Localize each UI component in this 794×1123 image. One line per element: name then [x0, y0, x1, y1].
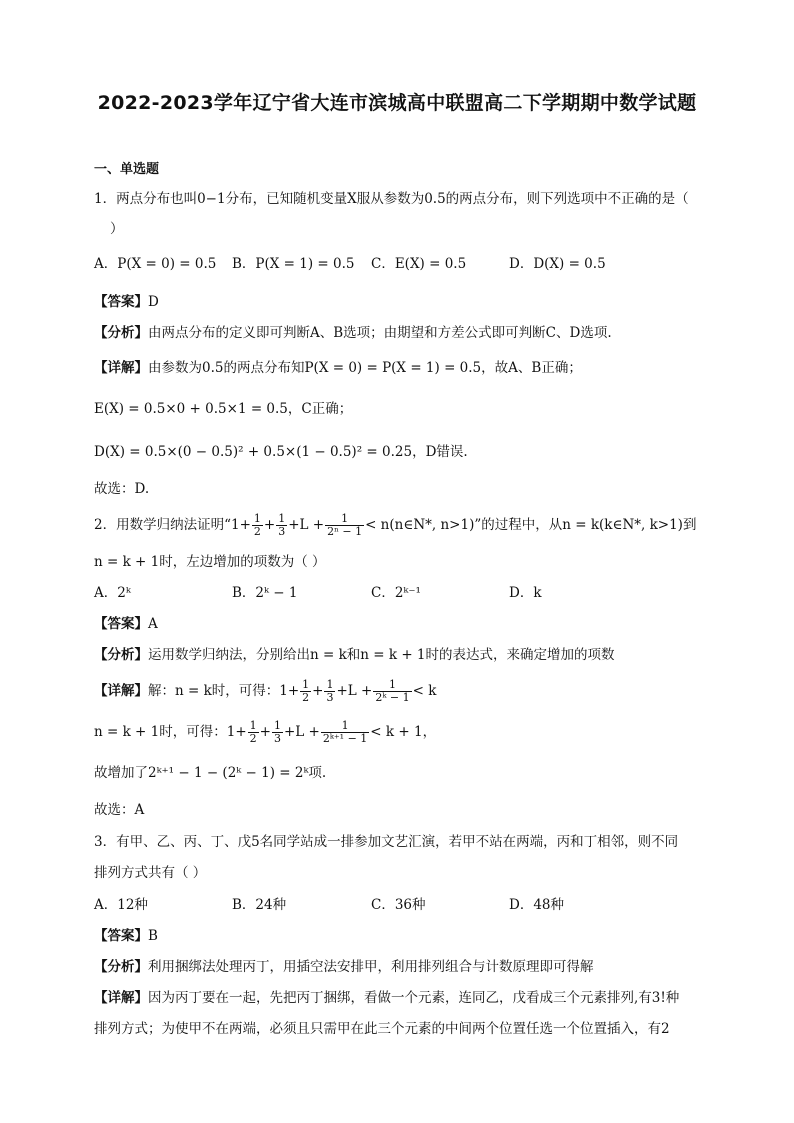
fraction [325, 513, 364, 538]
denominator: 3 [278, 525, 286, 538]
numerator: 1 [326, 678, 334, 691]
fraction [373, 679, 411, 704]
q2-stem-line2: n = k + 1时，左边增加的项数为（ ） [94, 554, 326, 570]
q1-option-c: C．E(X) = 0.5 [371, 256, 467, 272]
denominator: 2ⁿ − 1 [327, 525, 363, 538]
q1-option-d: D．D(X) = 0.5 [509, 256, 606, 272]
q2-detail2-part-c: < k + 1， [370, 724, 437, 740]
q3-analysis [94, 957, 594, 977]
numerator: 1 [278, 512, 286, 525]
q3-answer-value: B [148, 928, 158, 944]
numerator: 1 [373, 679, 411, 692]
fraction [321, 720, 369, 745]
fraction [324, 679, 335, 704]
q2-detail1-part-c: < k [412, 683, 437, 699]
q1-stem-line1: 1．两点分布也叫0−1分布，已知随机变量X服从参数为0.5的两点分布，则下列选项中不正确的是（ [94, 191, 689, 207]
detail-label: 【详解】 [94, 360, 148, 376]
q3-stem-line1: 3．有甲、乙、丙、丁、戊5名同学站成一排参加文艺汇演，若甲不站在两端，丙和丁相邻，则不同 [94, 834, 679, 850]
q1-detail-text: 由参数为0.5的两点分布知P(X = 0) = P(X = 1) = 0.5，故A、B正确； [148, 360, 582, 376]
denominator: 2ᵏ − 1 [375, 691, 410, 704]
q2-detail-line1: 【详解】解：n = k时，可得：1+ $\frac{1}{2}$ + $\frac{1}{3}$ +L + $\frac{1}{\text{2ᵏ − 1}}$ < k [94, 678, 437, 704]
q1-detail-line3: D(X) = 0.5×(0 − 0.5)² + 0.5×(1 − 0.5)² = 0.25，D错误. [94, 444, 468, 460]
q1-stem-line2: ） [110, 221, 124, 237]
denominator: 2 [302, 691, 310, 704]
q1-analysis-text: 由两点分布的定义即可判断A、B选项；由期望和方差公式即可判断C、D选项. [148, 325, 612, 341]
q3-detail-line1 [94, 988, 679, 1008]
q3-stem-line2: 排列方式共有（ ） [94, 865, 207, 881]
fraction [248, 720, 259, 745]
q2-detail2-part-b: +L + [283, 724, 320, 740]
q2-analysis [94, 645, 615, 665]
numerator: 1 [273, 719, 281, 732]
q3-detail-line2: 排列方式；为使甲不在两端，必须且只需甲在此三个元素的中间两个位置任选一个位置插入，有2 [94, 1021, 670, 1037]
denominator: 3 [326, 691, 334, 704]
answer-label: 【答案】 [94, 294, 148, 310]
detail-label: 【详解】 [94, 990, 148, 1006]
q2-stem-part-c: < n(n∈N*, n>1)”的过程中，从n = k(k∈N*, k>1)到 [365, 517, 697, 533]
numerator: 1 [249, 719, 257, 732]
q1-answer [94, 292, 159, 312]
denominator: 2 [249, 732, 257, 745]
fraction [272, 720, 283, 745]
q2-answer-value: A [148, 616, 158, 632]
denominator: 2 [253, 525, 261, 538]
numerator: 1 [325, 513, 364, 526]
q2-option-b: B．2ᵏ − 1 [232, 585, 298, 601]
q2-analysis-text: 运用数学归纳法，分别给出n = k和n = k + 1时的表达式，来确定增加的项数 [148, 647, 615, 663]
detail-label: 【详解】 [94, 683, 148, 699]
q2-stem-part-b: +L + [288, 517, 325, 533]
fraction [276, 513, 287, 538]
numerator: 1 [321, 720, 369, 733]
q3-answer [94, 926, 158, 946]
q2-answer [94, 614, 158, 634]
q1-option-a: A．P(X = 0) = 0.5 [94, 256, 217, 272]
answer-label: 【答案】 [94, 928, 148, 944]
q1-answer-value: D [148, 294, 159, 310]
q2-detail-line3: 故增加了2ᵏ⁺¹ − 1 − (2ᵏ − 1) = 2ᵏ项. [94, 765, 327, 781]
q2-option-d: D．k [509, 585, 542, 601]
q3-option-c: C．36种 [371, 897, 426, 913]
q1-option-b: B．P(X = 1) = 0.5 [232, 256, 355, 272]
q3-option-b: B．24种 [232, 897, 287, 913]
page-title: 2022-2023学年辽宁省大连市滨城高中联盟高二下学期期中数学试题 [97, 92, 697, 114]
q2-stem-line1: 2．用数学归纳法证明“1+ $\frac{1}{2}$ + $\frac{1}{3}$ +L + $\frac{1}{\text{2ⁿ − 1}}$ < n(n∈N*, n>1)”的过程中，从n = k(k∈N*, k>1)到 [94, 512, 697, 538]
q2-detail1-part-a: 解：n = k时，可得：1+ [148, 683, 300, 699]
analysis-label: 【分析】 [94, 325, 148, 341]
q1-detail-line2: E(X) = 0.5×0 + 0.5×1 = 0.5，C正确； [94, 401, 353, 417]
q1-analysis [94, 323, 612, 343]
q2-choose: 故选：A [94, 802, 145, 818]
q1-choose: 故选：D. [94, 481, 150, 497]
fraction [300, 679, 311, 704]
denominator: 3 [273, 732, 281, 745]
q3-analysis-text: 利用捆绑法处理丙丁，用插空法安排甲，利用排列组合与计数原理即可得解 [148, 959, 594, 975]
q2-option-c: C．2ᵏ⁻¹ [371, 585, 421, 601]
analysis-label: 【分析】 [94, 959, 148, 975]
answer-label: 【答案】 [94, 616, 148, 632]
fraction [252, 513, 263, 538]
q2-stem-part-a: 2．用数学归纳法证明“1+ [94, 517, 251, 533]
q2-detail1-part-b: +L + [336, 683, 373, 699]
denominator: 2ᵏ⁺¹ − 1 [322, 732, 368, 745]
q3-option-a: A．12种 [94, 897, 148, 913]
numerator: 1 [302, 678, 310, 691]
q3-detail-text: 因为丙丁要在一起，先把丙丁捆绑，看做一个元素，连同乙，戊看成三个元素排列,有3!种 [148, 990, 680, 1006]
section-heading: 一、单选题 [94, 162, 160, 177]
numerator: 1 [253, 512, 261, 525]
q2-option-a: A．2ᵏ [94, 585, 131, 601]
q1-detail [94, 358, 582, 378]
q2-detail-line2: n = k + 1时，可得：1+ $\frac{1}{2}$ + $\frac{1}{3}$ +L + $\frac{1}{\text{2ᵏ⁺¹ − 1}}$ < k + 1， [94, 719, 437, 745]
q2-detail2-part-a: n = k + 1时，可得：1+ [94, 724, 247, 740]
q3-option-d: D．48种 [509, 897, 565, 913]
analysis-label: 【分析】 [94, 647, 148, 663]
